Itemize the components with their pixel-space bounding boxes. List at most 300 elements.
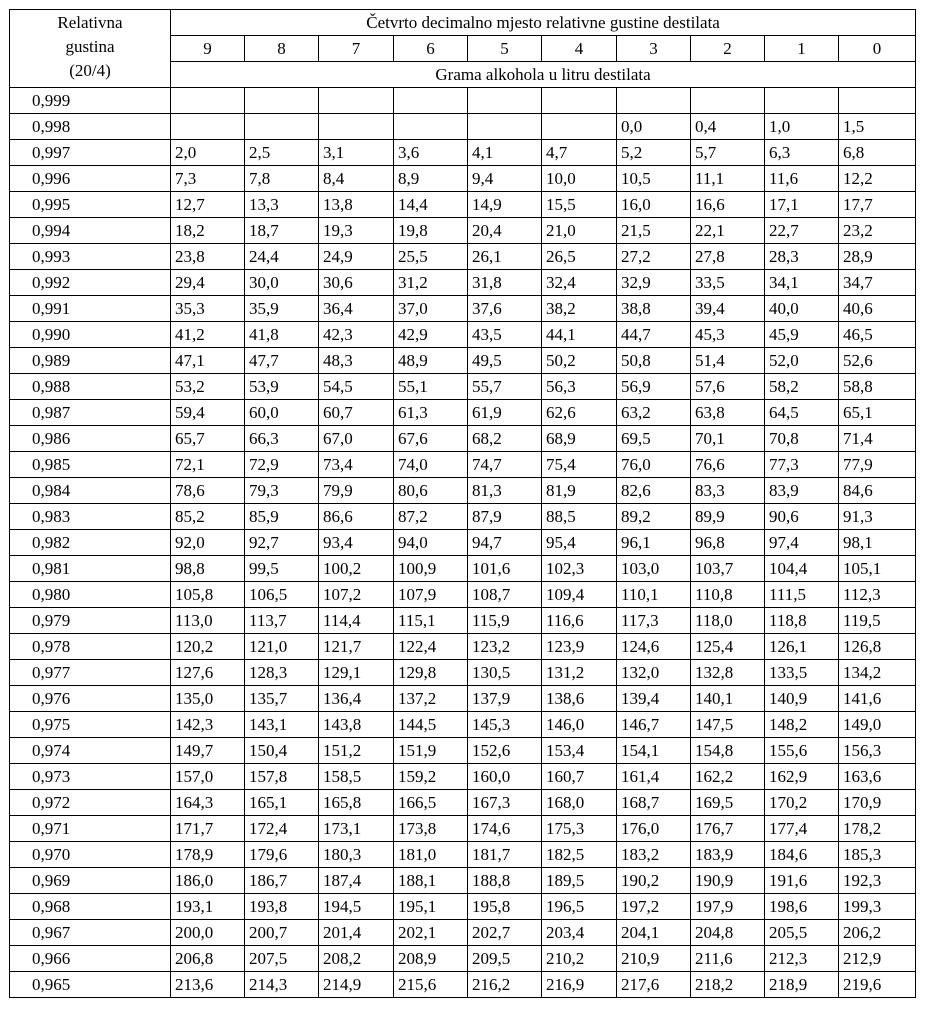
value-cell: 168,7: [617, 790, 691, 816]
value-cell: 36,4: [319, 296, 394, 322]
value-cell: 154,1: [617, 738, 691, 764]
value-cell: 13,3: [245, 192, 319, 218]
value-cell: 216,2: [468, 972, 542, 998]
table-row: [10, 920, 916, 946]
value-cell: 85,2: [171, 504, 245, 530]
value-cell: 119,5: [839, 608, 916, 634]
value-cell: 92,7: [245, 530, 319, 556]
value-cell: 6,8: [839, 140, 916, 166]
value-cell: 74,0: [394, 452, 468, 478]
value-cell: 30,0: [245, 270, 319, 296]
value-cell: 53,9: [245, 374, 319, 400]
value-cell: 25,5: [394, 244, 468, 270]
value-cell: 150,4: [245, 738, 319, 764]
value-cell: 125,4: [691, 634, 765, 660]
value-cell: 214,3: [245, 972, 319, 998]
value-cell: 28,3: [765, 244, 839, 270]
table-row: [10, 894, 916, 920]
value-cell: 28,9: [839, 244, 916, 270]
value-cell: 212,9: [839, 946, 916, 972]
value-cell: 65,1: [839, 400, 916, 426]
value-cell: 79,3: [245, 478, 319, 504]
value-cell: 105,8: [171, 582, 245, 608]
value-cell: 210,9: [617, 946, 691, 972]
value-cell: 148,2: [765, 712, 839, 738]
value-cell: 196,5: [542, 894, 617, 920]
density-cell: 0,976: [10, 686, 171, 712]
table-row: [10, 842, 916, 868]
value-cell: 116,6: [542, 608, 617, 634]
value-cell: 96,1: [617, 530, 691, 556]
table-row: [10, 400, 916, 426]
value-cell: 62,6: [542, 400, 617, 426]
value-cell: 67,6: [394, 426, 468, 452]
value-cell: [171, 88, 245, 114]
value-cell: 85,9: [245, 504, 319, 530]
value-cell: 17,7: [839, 192, 916, 218]
value-cell: 45,9: [765, 322, 839, 348]
fourth-decimal-header: Četvrto decimalno mjesto relativne gustine destilata: [171, 10, 916, 36]
value-cell: 41,2: [171, 322, 245, 348]
table-row: [10, 946, 916, 972]
value-cell: 180,3: [319, 842, 394, 868]
density-cell: 0,978: [10, 634, 171, 660]
value-cell: 118,8: [765, 608, 839, 634]
value-cell: 172,4: [245, 816, 319, 842]
value-cell: 20,4: [468, 218, 542, 244]
value-cell: 175,3: [542, 816, 617, 842]
value-cell: 81,3: [468, 478, 542, 504]
value-cell: 95,4: [542, 530, 617, 556]
value-cell: 160,7: [542, 764, 617, 790]
table-row: [10, 686, 916, 712]
value-cell: 87,9: [468, 504, 542, 530]
digit-header-8: 8: [245, 36, 319, 62]
table-row: [10, 244, 916, 270]
digit-header-4: 4: [542, 36, 617, 62]
density-cell: 0,986: [10, 426, 171, 452]
value-cell: 40,0: [765, 296, 839, 322]
value-cell: 173,8: [394, 816, 468, 842]
value-cell: 84,6: [839, 478, 916, 504]
value-cell: 54,5: [319, 374, 394, 400]
value-cell: 195,8: [468, 894, 542, 920]
value-cell: 6,3: [765, 140, 839, 166]
value-cell: 16,0: [617, 192, 691, 218]
value-cell: 45,3: [691, 322, 765, 348]
digit-header-9: 9: [171, 36, 245, 62]
density-cell: 0,990: [10, 322, 171, 348]
value-cell: 126,8: [839, 634, 916, 660]
density-cell: 0,994: [10, 218, 171, 244]
value-cell: 105,1: [839, 556, 916, 582]
value-cell: 202,1: [394, 920, 468, 946]
value-cell: 4,7: [542, 140, 617, 166]
value-cell: 100,2: [319, 556, 394, 582]
value-cell: 124,6: [617, 634, 691, 660]
value-cell: 103,0: [617, 556, 691, 582]
value-cell: 70,1: [691, 426, 765, 452]
table-header: [10, 10, 916, 88]
value-cell: 143,8: [319, 712, 394, 738]
density-cell: 0,991: [10, 296, 171, 322]
value-cell: 102,3: [542, 556, 617, 582]
density-cell: 0,996: [10, 166, 171, 192]
value-cell: 68,2: [468, 426, 542, 452]
value-cell: [394, 88, 468, 114]
value-cell: 91,3: [839, 504, 916, 530]
value-cell: 162,9: [765, 764, 839, 790]
value-cell: 189,5: [542, 868, 617, 894]
table-row: [10, 140, 916, 166]
value-cell: 33,5: [691, 270, 765, 296]
value-cell: [468, 114, 542, 140]
value-cell: 193,8: [245, 894, 319, 920]
value-cell: 61,9: [468, 400, 542, 426]
value-cell: 137,9: [468, 686, 542, 712]
digit-header-0: 0: [839, 36, 916, 62]
value-cell: 156,3: [839, 738, 916, 764]
digit-header-3: 3: [617, 36, 691, 62]
value-cell: 55,1: [394, 374, 468, 400]
value-cell: [542, 88, 617, 114]
value-cell: [319, 114, 394, 140]
value-cell: 14,9: [468, 192, 542, 218]
value-cell: 178,2: [839, 816, 916, 842]
value-cell: 141,6: [839, 686, 916, 712]
density-cell: 0,982: [10, 530, 171, 556]
value-cell: 56,3: [542, 374, 617, 400]
value-cell: 165,8: [319, 790, 394, 816]
value-cell: 176,0: [617, 816, 691, 842]
value-cell: 208,9: [394, 946, 468, 972]
value-cell: 68,9: [542, 426, 617, 452]
value-cell: 99,5: [245, 556, 319, 582]
table-row: [10, 478, 916, 504]
density-cell: 0,984: [10, 478, 171, 504]
value-cell: 70,8: [765, 426, 839, 452]
value-cell: 218,9: [765, 972, 839, 998]
value-cell: 182,5: [542, 842, 617, 868]
value-cell: 64,5: [765, 400, 839, 426]
value-cell: 216,9: [542, 972, 617, 998]
value-cell: 61,3: [394, 400, 468, 426]
value-cell: 50,8: [617, 348, 691, 374]
value-cell: 208,2: [319, 946, 394, 972]
value-cell: 57,6: [691, 374, 765, 400]
value-cell: 23,2: [839, 218, 916, 244]
value-cell: 15,5: [542, 192, 617, 218]
value-cell: 19,8: [394, 218, 468, 244]
table-row: [10, 790, 916, 816]
value-cell: 98,8: [171, 556, 245, 582]
density-cell: 0,997: [10, 140, 171, 166]
value-cell: 154,8: [691, 738, 765, 764]
relative-density-header-line-2: gustina: [65, 37, 115, 56]
value-cell: 207,5: [245, 946, 319, 972]
value-cell: 19,3: [319, 218, 394, 244]
value-cell: 112,3: [839, 582, 916, 608]
value-cell: 186,0: [171, 868, 245, 894]
value-cell: 128,3: [245, 660, 319, 686]
value-cell: 76,6: [691, 452, 765, 478]
value-cell: 151,9: [394, 738, 468, 764]
value-cell: 117,3: [617, 608, 691, 634]
value-cell: 81,9: [542, 478, 617, 504]
table-row: [10, 816, 916, 842]
table-row: [10, 322, 916, 348]
value-cell: 113,7: [245, 608, 319, 634]
value-cell: 149,0: [839, 712, 916, 738]
value-cell: 30,6: [319, 270, 394, 296]
value-cell: 202,7: [468, 920, 542, 946]
value-cell: 123,9: [542, 634, 617, 660]
value-cell: 34,7: [839, 270, 916, 296]
value-cell: [542, 114, 617, 140]
value-cell: 219,6: [839, 972, 916, 998]
value-cell: 115,1: [394, 608, 468, 634]
value-cell: [245, 88, 319, 114]
value-cell: 10,5: [617, 166, 691, 192]
alcohol-density-table: [9, 9, 916, 998]
table-row: [10, 296, 916, 322]
value-cell: 8,9: [394, 166, 468, 192]
value-cell: 18,2: [171, 218, 245, 244]
value-cell: 140,1: [691, 686, 765, 712]
value-cell: 138,6: [542, 686, 617, 712]
value-cell: 17,1: [765, 192, 839, 218]
value-cell: 75,4: [542, 452, 617, 478]
value-cell: 82,6: [617, 478, 691, 504]
value-cell: 46,5: [839, 322, 916, 348]
value-cell: 206,2: [839, 920, 916, 946]
value-cell: 5,2: [617, 140, 691, 166]
value-cell: 55,7: [468, 374, 542, 400]
table-row: [10, 738, 916, 764]
value-cell: 129,1: [319, 660, 394, 686]
value-cell: 40,6: [839, 296, 916, 322]
value-cell: 0,0: [617, 114, 691, 140]
value-cell: 83,9: [765, 478, 839, 504]
value-cell: 212,3: [765, 946, 839, 972]
value-cell: 132,0: [617, 660, 691, 686]
value-cell: 166,5: [394, 790, 468, 816]
value-cell: 10,0: [542, 166, 617, 192]
value-cell: 52,6: [839, 348, 916, 374]
value-cell: 149,7: [171, 738, 245, 764]
value-cell: 1,0: [765, 114, 839, 140]
value-cell: 181,7: [468, 842, 542, 868]
density-cell: 0,989: [10, 348, 171, 374]
value-cell: 29,4: [171, 270, 245, 296]
value-cell: 188,1: [394, 868, 468, 894]
value-cell: 155,6: [765, 738, 839, 764]
density-cell: 0,979: [10, 608, 171, 634]
value-cell: 210,2: [542, 946, 617, 972]
value-cell: 179,6: [245, 842, 319, 868]
table-row: [10, 634, 916, 660]
value-cell: 42,3: [319, 322, 394, 348]
value-cell: 50,2: [542, 348, 617, 374]
value-cell: 113,0: [171, 608, 245, 634]
value-cell: 12,2: [839, 166, 916, 192]
value-cell: [839, 88, 916, 114]
value-cell: 48,9: [394, 348, 468, 374]
value-cell: 42,9: [394, 322, 468, 348]
value-cell: 32,4: [542, 270, 617, 296]
value-cell: 121,0: [245, 634, 319, 660]
value-cell: 32,9: [617, 270, 691, 296]
value-cell: 137,2: [394, 686, 468, 712]
density-cell: 0,999: [10, 88, 171, 114]
value-cell: 72,1: [171, 452, 245, 478]
value-cell: 183,2: [617, 842, 691, 868]
density-cell: 0,969: [10, 868, 171, 894]
density-cell: 0,970: [10, 842, 171, 868]
value-cell: 35,9: [245, 296, 319, 322]
value-cell: 200,7: [245, 920, 319, 946]
value-cell: 100,9: [394, 556, 468, 582]
value-cell: 18,7: [245, 218, 319, 244]
value-cell: 199,3: [839, 894, 916, 920]
table-row: [10, 868, 916, 894]
value-cell: 13,8: [319, 192, 394, 218]
value-cell: 26,1: [468, 244, 542, 270]
density-cell: 0,988: [10, 374, 171, 400]
value-cell: 184,6: [765, 842, 839, 868]
table-row: [10, 504, 916, 530]
value-cell: 21,5: [617, 218, 691, 244]
value-cell: 4,1: [468, 140, 542, 166]
value-cell: 96,8: [691, 530, 765, 556]
value-cell: 142,3: [171, 712, 245, 738]
value-cell: 110,8: [691, 582, 765, 608]
value-cell: 103,7: [691, 556, 765, 582]
value-cell: 38,8: [617, 296, 691, 322]
value-cell: 86,6: [319, 504, 394, 530]
value-cell: 27,2: [617, 244, 691, 270]
value-cell: 3,6: [394, 140, 468, 166]
table-row: [10, 582, 916, 608]
value-cell: 67,0: [319, 426, 394, 452]
value-cell: 198,6: [765, 894, 839, 920]
value-cell: 90,6: [765, 504, 839, 530]
value-cell: 78,6: [171, 478, 245, 504]
density-cell: 0,987: [10, 400, 171, 426]
value-cell: 2,5: [245, 140, 319, 166]
relative-density-header-line-3: (20/4): [69, 61, 111, 80]
value-cell: 87,2: [394, 504, 468, 530]
value-cell: 187,4: [319, 868, 394, 894]
table-row: [10, 660, 916, 686]
value-cell: [468, 88, 542, 114]
value-cell: 157,8: [245, 764, 319, 790]
value-cell: 37,6: [468, 296, 542, 322]
value-cell: 101,6: [468, 556, 542, 582]
value-cell: 77,9: [839, 452, 916, 478]
value-cell: 164,3: [171, 790, 245, 816]
value-cell: 193,1: [171, 894, 245, 920]
value-cell: 115,9: [468, 608, 542, 634]
value-cell: 145,3: [468, 712, 542, 738]
value-cell: 94,0: [394, 530, 468, 556]
value-cell: 136,4: [319, 686, 394, 712]
value-cell: 24,9: [319, 244, 394, 270]
density-cell: 0,995: [10, 192, 171, 218]
density-cell: 0,967: [10, 920, 171, 946]
value-cell: 209,5: [468, 946, 542, 972]
value-cell: 143,1: [245, 712, 319, 738]
header-row-title: [10, 10, 916, 36]
value-cell: 127,6: [171, 660, 245, 686]
value-cell: 170,2: [765, 790, 839, 816]
value-cell: 135,0: [171, 686, 245, 712]
value-cell: 72,9: [245, 452, 319, 478]
value-cell: 218,2: [691, 972, 765, 998]
value-cell: 66,3: [245, 426, 319, 452]
value-cell: 152,6: [468, 738, 542, 764]
value-cell: 174,6: [468, 816, 542, 842]
table-row: [10, 374, 916, 400]
value-cell: 79,9: [319, 478, 394, 504]
value-cell: 83,3: [691, 478, 765, 504]
value-cell: 213,6: [171, 972, 245, 998]
density-cell: 0,992: [10, 270, 171, 296]
value-cell: 47,7: [245, 348, 319, 374]
value-cell: 134,2: [839, 660, 916, 686]
value-cell: 89,9: [691, 504, 765, 530]
density-cell: 0,966: [10, 946, 171, 972]
value-cell: 106,5: [245, 582, 319, 608]
value-cell: 74,7: [468, 452, 542, 478]
value-cell: 197,2: [617, 894, 691, 920]
value-cell: 144,5: [394, 712, 468, 738]
value-cell: 151,2: [319, 738, 394, 764]
value-cell: 34,1: [765, 270, 839, 296]
table-row: [10, 452, 916, 478]
value-cell: 98,1: [839, 530, 916, 556]
value-cell: 60,7: [319, 400, 394, 426]
value-cell: 111,5: [765, 582, 839, 608]
value-cell: 23,8: [171, 244, 245, 270]
value-cell: 188,8: [468, 868, 542, 894]
value-cell: 170,9: [839, 790, 916, 816]
value-cell: 122,4: [394, 634, 468, 660]
digit-header-2: 2: [691, 36, 765, 62]
value-cell: 176,7: [691, 816, 765, 842]
value-cell: 2,0: [171, 140, 245, 166]
value-cell: 51,4: [691, 348, 765, 374]
value-cell: 171,7: [171, 816, 245, 842]
value-cell: 31,2: [394, 270, 468, 296]
value-cell: 24,4: [245, 244, 319, 270]
value-cell: 195,1: [394, 894, 468, 920]
value-cell: 76,0: [617, 452, 691, 478]
value-cell: 21,0: [542, 218, 617, 244]
value-cell: 35,3: [171, 296, 245, 322]
value-cell: 108,7: [468, 582, 542, 608]
value-cell: 126,1: [765, 634, 839, 660]
value-cell: 56,9: [617, 374, 691, 400]
value-cell: 63,8: [691, 400, 765, 426]
density-cell: 0,973: [10, 764, 171, 790]
table-row: [10, 348, 916, 374]
value-cell: 104,4: [765, 556, 839, 582]
density-cell: 0,981: [10, 556, 171, 582]
value-cell: 11,1: [691, 166, 765, 192]
unit-header: Grama alkohola u litru destilata: [171, 62, 916, 88]
value-cell: 190,9: [691, 868, 765, 894]
